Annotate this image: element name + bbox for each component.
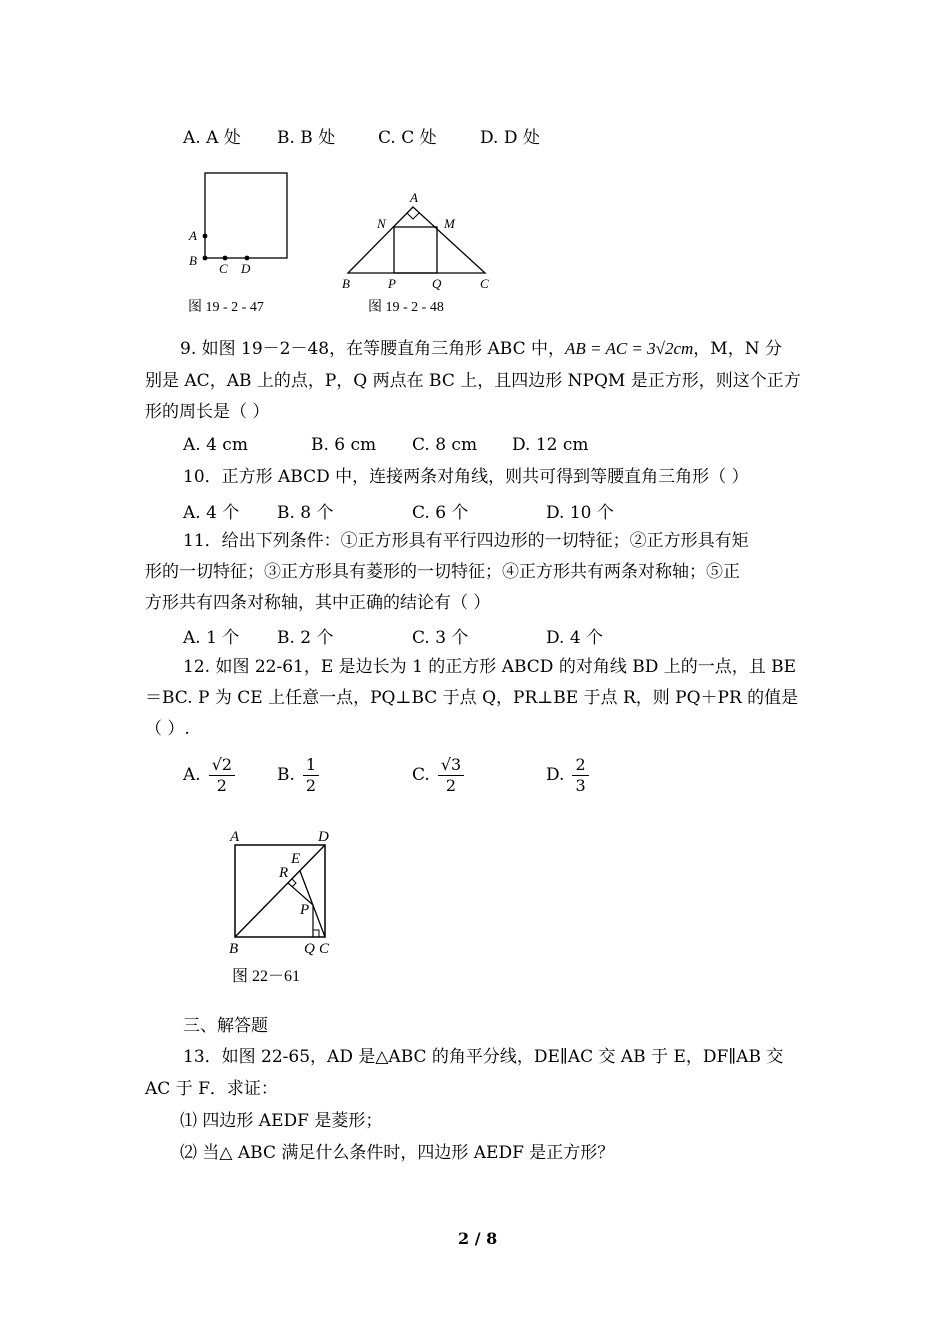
q9-option-a: A. 4 cm	[183, 435, 248, 455]
figure-22-61	[215, 825, 355, 995]
figure-19-2-48	[340, 185, 500, 320]
q12-line3: （ ）.	[145, 719, 190, 739]
fig48-label-b: B	[342, 276, 350, 291]
q9-option-b: B. 6 cm	[311, 435, 377, 455]
fig61-label-d: D	[318, 829, 329, 845]
fig61-label-e: E	[291, 851, 301, 867]
q12-line1: 12. 如图 22-61，E 是边长为 1 的正方形 ABCD 的对角线 BD 上的一点，且 BE	[183, 657, 797, 677]
fig61-label-p: P	[300, 902, 310, 918]
q11-option-a: A. 1 个	[183, 628, 240, 648]
fig61-label-c: C	[319, 941, 330, 957]
fig48-label-a: A	[410, 190, 418, 205]
fig61-label-b: B	[229, 941, 239, 957]
q8-option-d: D. D 处	[480, 128, 540, 148]
q11-option-d: D. 4 个	[546, 628, 604, 648]
fig48-label-q: Q	[432, 276, 442, 291]
q8-option-c: C. C 处	[378, 128, 437, 148]
q12-option-b	[277, 755, 319, 796]
q12-option-a-label: A.	[183, 765, 201, 785]
q12-option-a-numerator: √2	[209, 755, 235, 776]
fig47-label-b: B	[189, 253, 197, 268]
fig48-label-p: P	[388, 276, 396, 291]
fig48-label-c: C	[480, 276, 489, 291]
q13-line2: AC 于 F．求证：	[145, 1079, 278, 1099]
q9-line1b: ，M，N 分	[693, 339, 782, 359]
q9-line1a: 9. 如图 19－2－48，在等腰直角三角形 ABC 中，	[180, 339, 566, 359]
fig47-caption: 图 19 - 2 - 47	[188, 300, 264, 315]
fig61-label-a: A	[230, 829, 240, 845]
q13-part1: ⑴ 四边形 AEDF 是菱形；	[180, 1111, 383, 1131]
page-number: 2 / 8	[458, 1229, 498, 1248]
fig61-caption: 图 22－61	[232, 968, 301, 985]
q12-option-d-numerator: 2	[572, 755, 588, 776]
q12-option-c	[412, 755, 464, 796]
q12-line2: ＝BC. P 为 CE 上任意一点，PQ⊥BC 于点 Q，PR⊥BE 于点 R，则 PQ＋PR 的值是	[145, 688, 799, 708]
q12-option-d-fraction	[572, 755, 588, 796]
fig48-caption: 图 19 - 2 - 48	[368, 300, 444, 315]
q12-option-c-label: C.	[412, 765, 430, 785]
q9-line1	[180, 338, 850, 360]
q12-option-d-denominator: 3	[575, 776, 586, 795]
q12-option-b-fraction	[303, 755, 319, 796]
q13-line1: 13．如图 22-65，AD 是△ABC 的角平分线，DE∥AC 交 AB 于 E，DF∥AB 交	[183, 1047, 784, 1067]
q9-line2: 别是 AC，AB 上的点，P，Q 两点在 BC 上，且四边形 NPQM 是正方形，则这个正方	[145, 371, 801, 391]
fig61-label-q: Q	[304, 941, 315, 957]
q10-option-a: A. 4 个	[183, 503, 240, 523]
fig47-label-c: C	[219, 261, 228, 276]
q12-option-d-label: D.	[546, 765, 565, 785]
q10-option-d: D. 10 个	[546, 503, 614, 523]
q12-option-a-fraction	[209, 755, 235, 796]
fig48-label-n: N	[377, 216, 386, 231]
section-heading: 三、解答题	[183, 1016, 268, 1036]
q11-option-c: C. 3 个	[412, 628, 469, 648]
q11-line2: 形的一切特征；③正方形具有菱形的一切特征；④正方形共有两条对称轴；⑤正	[145, 562, 740, 582]
fig61-label-r: R	[279, 865, 289, 881]
q10-option-c: C. 6 个	[412, 503, 469, 523]
fig48-label-m: M	[444, 216, 455, 231]
q12-option-d	[546, 755, 589, 796]
q12-option-b-label: B.	[277, 765, 295, 785]
figure-19-2-47	[180, 165, 310, 320]
q12-option-a	[183, 755, 235, 796]
q12-option-c-denominator: 2	[445, 776, 457, 795]
q9-formula: AB = AC = 3√2cm	[565, 339, 694, 358]
q10-option-b: B. 8 个	[277, 503, 334, 523]
q10-text: 10．正方形 ABCD 中，连接两条对角线，则共可得到等腰直角三角形（ ）	[183, 467, 749, 487]
q8-option-b: B. B 处	[277, 128, 336, 148]
q12-option-c-fraction	[438, 755, 464, 796]
fig47-label-d: D	[241, 261, 251, 276]
q9-option-c: C. 8 cm	[412, 435, 478, 455]
q13-part2: ⑵ 当△ ABC 满足什么条件时，四边形 AEDF 是正方形？	[180, 1143, 615, 1163]
q11-option-b: B. 2 个	[277, 628, 334, 648]
q11-line1: 11．给出下列条件：①正方形具有平行四边形的一切特征；②正方形具有矩	[183, 531, 749, 551]
q9-option-d: D. 12 cm	[512, 435, 589, 455]
q12-option-c-numerator: √3	[438, 755, 464, 776]
q12-option-b-denominator: 2	[305, 776, 317, 795]
q12-option-b-numerator: 1	[303, 755, 319, 776]
q12-option-a-denominator: 2	[216, 776, 227, 795]
fig47-label-a: A	[189, 228, 197, 243]
q11-line3: 方形共有四条对称轴，其中正确的结论有（ ）	[145, 593, 491, 613]
q9-line3: 形的周长是（ ）	[145, 402, 270, 422]
q8-option-a: A. A 处	[183, 128, 241, 148]
